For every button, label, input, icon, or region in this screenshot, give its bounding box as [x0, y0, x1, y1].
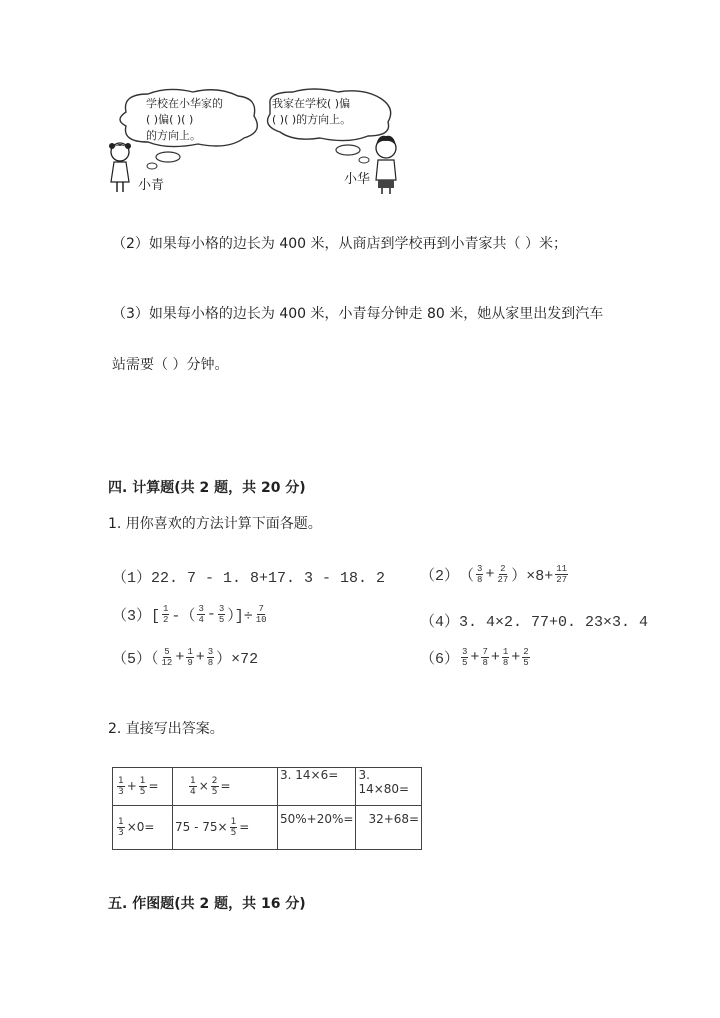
fraction-num: 1 — [118, 817, 124, 827]
fraction-den: 5 — [218, 615, 225, 625]
problem-5 — [112, 647, 258, 668]
fraction — [197, 604, 204, 625]
right-cloud-text — [272, 96, 392, 128]
fraction-num: 1 — [190, 776, 196, 786]
problem-5-rest: ）×72 — [216, 651, 259, 668]
section-4-title: 四. 计算题(共 2 题，共 20 分) — [108, 480, 306, 496]
plus-sign: + — [485, 566, 495, 583]
girl-figure — [109, 143, 131, 192]
fraction — [211, 776, 219, 797]
fraction-den: 5 — [462, 658, 468, 668]
problem-2-rest: ）×8+ — [511, 568, 554, 585]
fraction — [496, 564, 509, 585]
left-cloud-bubble-small — [147, 163, 157, 169]
table-cell: 3. 14×6= — [278, 768, 356, 806]
fraction — [139, 776, 147, 797]
cell-text: ×0= — [126, 820, 155, 834]
table-cell — [173, 768, 278, 806]
fraction — [207, 647, 214, 668]
fraction — [186, 647, 193, 668]
times-sign: × — [198, 779, 209, 793]
table-cell — [113, 768, 173, 806]
fraction — [481, 647, 488, 668]
illustration — [108, 84, 398, 194]
left-cloud-text — [146, 96, 256, 144]
fraction-num: 3 — [477, 564, 483, 574]
fraction-num: 7 — [482, 647, 488, 657]
girl-name: 小青 — [138, 178, 165, 193]
right-cloud-line-1: 我家在学校( )偏 — [272, 97, 351, 110]
right-cloud-bubble-small — [359, 157, 369, 163]
fraction-num: 1 — [118, 776, 124, 786]
problem-1-text: （1）22. 7 - 1. 8+17. 3 - 18. 2 — [112, 570, 386, 587]
fraction-num: 1 — [139, 776, 146, 786]
fraction-num: 3 — [207, 647, 214, 657]
fraction-den: 5 — [211, 787, 218, 797]
problem-6 — [420, 647, 532, 668]
minus-sign: - — [206, 606, 216, 623]
plus-sign: + — [470, 649, 480, 666]
problem-1 — [112, 566, 385, 587]
problem-3-label: （3）[ — [112, 608, 161, 625]
fraction-num: 7 — [258, 604, 264, 614]
fraction-num: 1 — [187, 647, 193, 657]
problem-4-text: （4）3. 4×2. 77+0. 23×3. 4 — [420, 614, 649, 631]
equals-sign: = — [239, 820, 250, 834]
fraction-den: 9 — [187, 658, 193, 668]
fraction-den: 8 — [207, 658, 214, 668]
problem-5-label: （5）（ — [112, 651, 159, 668]
problem-3 — [112, 604, 270, 625]
question-3-line-1: （3）如果每小格的边长为 400 米，小青每分钟走 80 米，她从家里出发到汽车 — [112, 306, 604, 322]
table-cell: 3. 14×80= — [356, 768, 422, 806]
fraction — [255, 604, 268, 625]
table-cell: 32+68= — [356, 806, 422, 850]
fraction-den: 12 — [161, 658, 173, 668]
fraction-num: 2 — [500, 564, 506, 574]
fraction-den: 3 — [118, 787, 124, 797]
plus-sign: + — [195, 649, 205, 666]
fraction — [218, 604, 225, 625]
fraction-num: 1 — [230, 817, 237, 827]
right-cloud-line-2: ( )( )的方向上。 — [272, 113, 352, 126]
fraction — [117, 817, 125, 838]
left-cloud-line-1: 学校在小华家的 — [146, 97, 223, 110]
fraction-den: 4 — [190, 787, 196, 797]
fraction — [476, 564, 483, 585]
fraction-num: 1 — [502, 647, 509, 657]
fraction-num: 2 — [523, 647, 529, 657]
section-4-sub-2: 2. 直接写出答案。 — [108, 721, 224, 737]
fraction-num: 3 — [462, 647, 468, 657]
fraction — [555, 564, 568, 585]
fraction-den: 5 — [230, 828, 237, 838]
problem-3-rest: ）]÷ — [227, 608, 253, 625]
equals-sign: = — [220, 779, 231, 793]
fraction — [117, 776, 125, 797]
problem-6-label: （6） — [420, 651, 460, 668]
fraction-den: 8 — [502, 658, 509, 668]
fraction-den: 5 — [139, 787, 146, 797]
left-cloud-line-3: 的方向上。 — [146, 129, 201, 142]
fraction-num: 11 — [556, 564, 568, 574]
fraction — [189, 776, 197, 797]
fraction-num: 1 — [163, 604, 169, 614]
answer-table — [112, 767, 422, 850]
fraction — [522, 647, 529, 668]
table-cell: 50%+20%= — [278, 806, 356, 850]
left-cloud-line-2: ( )偏( )( ) — [146, 113, 194, 126]
fraction-den: 8 — [477, 575, 483, 585]
problem-2 — [420, 564, 570, 585]
table-cell — [173, 806, 278, 850]
fraction-den: 8 — [482, 658, 488, 668]
table-row — [113, 768, 422, 806]
right-cloud-bubble — [336, 145, 360, 155]
fraction-num: 5 — [164, 647, 170, 657]
fraction-den: 27 — [497, 575, 509, 585]
plus-sign: + — [175, 649, 185, 666]
equals-sign: = — [148, 779, 159, 793]
fraction-den: 5 — [523, 658, 529, 668]
left-cloud-bubble — [156, 152, 180, 162]
problem-4 — [420, 610, 648, 631]
fraction-num: 3 — [218, 604, 225, 614]
problem-2-label: （2） — [420, 568, 460, 585]
fraction — [461, 647, 468, 668]
section-4-sub-1: 1. 用你喜欢的方法计算下面各题。 — [108, 516, 322, 532]
boy-figure — [376, 136, 396, 194]
fraction-den: 27 — [556, 575, 568, 585]
fraction — [230, 817, 238, 838]
fraction-den: 10 — [255, 615, 267, 625]
plus-sign: + — [511, 649, 521, 666]
problem-2-lpar: （ — [459, 568, 475, 585]
table-row — [113, 806, 422, 850]
table-cell — [113, 806, 173, 850]
fraction-den: 4 — [198, 615, 204, 625]
question-3-line-2: 站需要（ ）分钟。 — [112, 357, 229, 373]
fraction-num: 3 — [198, 604, 204, 614]
fraction-den: 3 — [118, 828, 124, 838]
problem-3-mid: -（ — [171, 608, 196, 625]
fraction-num: 2 — [211, 776, 218, 786]
boy-name: 小华 — [344, 172, 371, 187]
fraction — [161, 647, 174, 668]
cell-text: 75 - 75× — [175, 820, 228, 834]
fraction — [502, 647, 509, 668]
question-2: （2）如果每小格的边长为 400 米，从商店到学校再到小青家共（ ）米； — [112, 236, 567, 252]
fraction — [162, 604, 169, 625]
plus-sign: + — [490, 649, 500, 666]
plus-sign: + — [126, 779, 137, 793]
fraction-den: 2 — [163, 615, 169, 625]
section-5-title: 五. 作图题(共 2 题，共 16 分) — [108, 896, 306, 912]
